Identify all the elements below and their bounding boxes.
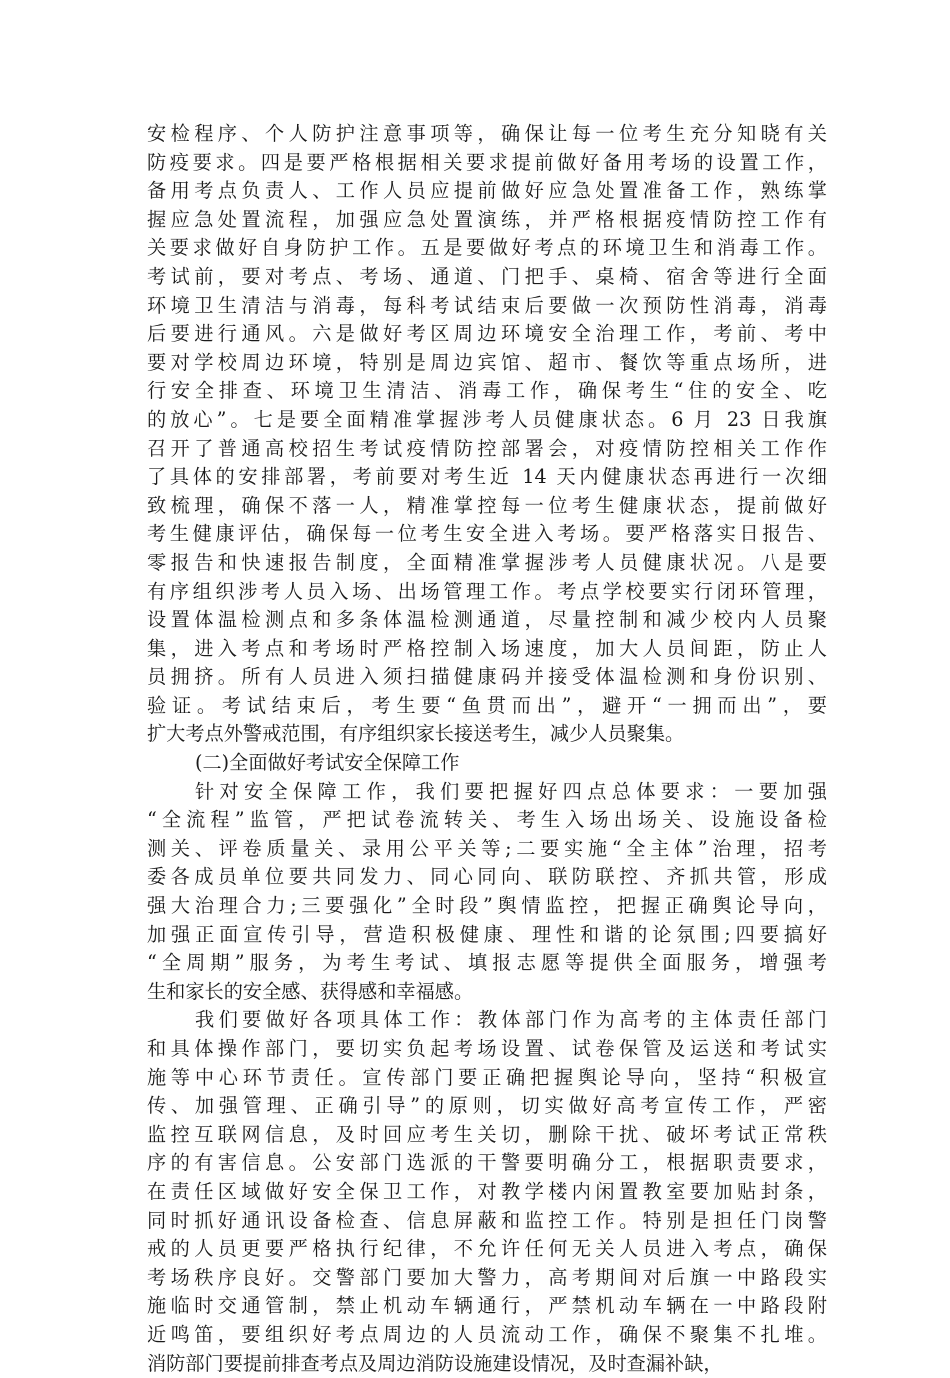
- text-line: “全流程”监管，严把试卷流转关、考生入场出场关、设施设备检: [147, 808, 827, 832]
- text-line: 备用考点负责人、工作人员应提前做好应急处置准备工作，熟练掌: [147, 179, 827, 203]
- text-line: 要对学校周边环境，特别是周边宾馆、超市、餐饮等重点场所，进: [147, 350, 827, 374]
- text-line: 安检程序、个人防护注意事项等，确保让每一位考生充分知晓有关: [147, 122, 827, 145]
- body-paragraph: [147, 778, 827, 1007]
- text-line: 针对安全保障工作，我们要把握好四点总体要求：一要加强: [195, 779, 827, 803]
- text-line: 监控互联网信息，及时回应考生关切，删除干扰、破坏考试正常秩: [147, 1122, 827, 1146]
- text-line: 和具体操作部门，要切实负起考场设置、试卷保管及运送和考试实: [147, 1037, 827, 1060]
- text-line: 行安全排查、环境卫生清洁、消毒工作，确保考生“住的安全、吃: [147, 379, 827, 403]
- text-line: 委各成员单位要共同发力、同心同向、联防联控、齐抓共管，形成: [147, 865, 827, 889]
- document-page: [147, 120, 827, 1378]
- text-line: 了具体的安排部署，考前要对考生近 14 天内健康状态再进行一次细: [147, 465, 827, 489]
- text-line: 后要进行通风。六是做好考区周边环境安全治理工作，考前、考中: [147, 322, 827, 346]
- text-line: 有序组织涉考人员入场、出场管理工作。考点学校要实行闭环管理，: [147, 579, 827, 603]
- text-line: 考试前，要对考点、考场、通道、门把手、桌椅、宿舍等进行全面: [147, 264, 827, 288]
- text-line: 环境卫生清洁与消毒，每科考试结束后要做一次预防性消毒，消毒: [147, 293, 827, 317]
- section-heading: [147, 749, 827, 778]
- text-line: 考生健康评估，确保每一位考生安全进入考场。要严格落实日报告、: [147, 522, 827, 546]
- text-line: 传、加强管理、正确引导”的原则，切实做好高考宣传工作，严密: [147, 1094, 827, 1118]
- heading-text: (二)全面做好考试安全保障工作: [195, 751, 460, 775]
- body-paragraph: [147, 120, 827, 749]
- text-line: 测关、评卷质量关、录用公平关等;二要实施“全主体”治理，招考: [147, 836, 827, 860]
- text-line: 扩大考点外警戒范围，有序组织家长接送考生，减少人员聚集。: [147, 722, 685, 746]
- text-line: 消防部门要提前排查考点及周边消防设施建设情况，及时查漏补缺，: [147, 1351, 723, 1375]
- text-line: 防疫要求。四是要严格根据相关要求提前做好备用考场的设置工作，: [147, 150, 827, 174]
- text-line: 零报告和快速报告制度，全面精准掌握涉考人员健康状况。八是要: [147, 550, 827, 574]
- text-line: 我们要做好各项具体工作：教体部门作为高考的主体责任部门: [195, 1008, 827, 1032]
- text-line: 集，进入考点和考场时严格控制入场速度，加大人员间距，防止人: [147, 636, 827, 660]
- text-line: 生和家长的安全感、获得感和幸福感。: [147, 979, 474, 1003]
- text-line: 强大治理合力;三要强化”全时段”舆情监控，把握正确舆论导向，: [147, 894, 827, 918]
- text-line: 召开了普通高校招生考试疫情防控部署会，对疫情防控相关工作作: [147, 436, 827, 460]
- text-line: 序的有害信息。公安部门选派的干警要明确分工，根据职责要求，: [147, 1151, 827, 1175]
- text-line: 在责任区域做好安全保卫工作，对教学楼内闲置教室要加贴封条，: [147, 1179, 827, 1203]
- text-line: 近鸣笛，要组织好考点周边的人员流动工作，确保不聚集不扎堆。: [147, 1322, 827, 1346]
- text-line: “全周期”服务，为考生考试、填报志愿等提供全面服务，增强考: [147, 951, 827, 975]
- text-line: 设置体温检测点和多条体温检测通道，尽量控制和减少校内人员聚: [147, 608, 827, 632]
- text-line: 验证。考试结束后，考生要“鱼贯而出”，避开“一拥而出”，要: [147, 693, 827, 717]
- text-line: 致梳理，确保不落一人，精准掌控每一位考生健康状态，提前做好: [147, 493, 827, 517]
- text-line: 加强正面宣传引导，营造积极健康、理性和谐的论氛围;四要搞好: [147, 922, 827, 946]
- text-line: 的放心”。七是要全面精准掌握涉考人员健康状态。6 月 23 日我旗: [147, 407, 827, 431]
- text-line: 施临时交通管制，禁止机动车辆通行，严禁机动车辆在一中路段附: [147, 1294, 827, 1318]
- text-line: 戒的人员更要严格执行纪律，不允许任何无关人员进入考点，确保: [147, 1237, 827, 1261]
- text-line: 施等中心环节责任。宣传部门要正确把握舆论导向，坚持“积极宣: [147, 1065, 827, 1089]
- text-line: 同时抓好通讯设备检查、信息屏蔽和监控工作。特别是担任门岗警: [147, 1208, 827, 1232]
- text-line: 关要求做好自身防护工作。五是要做好考点的环境卫生和消毒工作。: [147, 236, 827, 260]
- text-line: 握应急处置流程，加强应急处置演练，并严格根据疫情防控工作有: [147, 207, 827, 231]
- text-line: 考场秩序良好。交警部门要加大警力，高考期间对后旗一中路段实: [147, 1265, 827, 1289]
- body-paragraph: [147, 1006, 827, 1378]
- text-line: 员拥挤。所有人员进入须扫描健康码并接受体温检测和身份识别、: [147, 665, 827, 689]
